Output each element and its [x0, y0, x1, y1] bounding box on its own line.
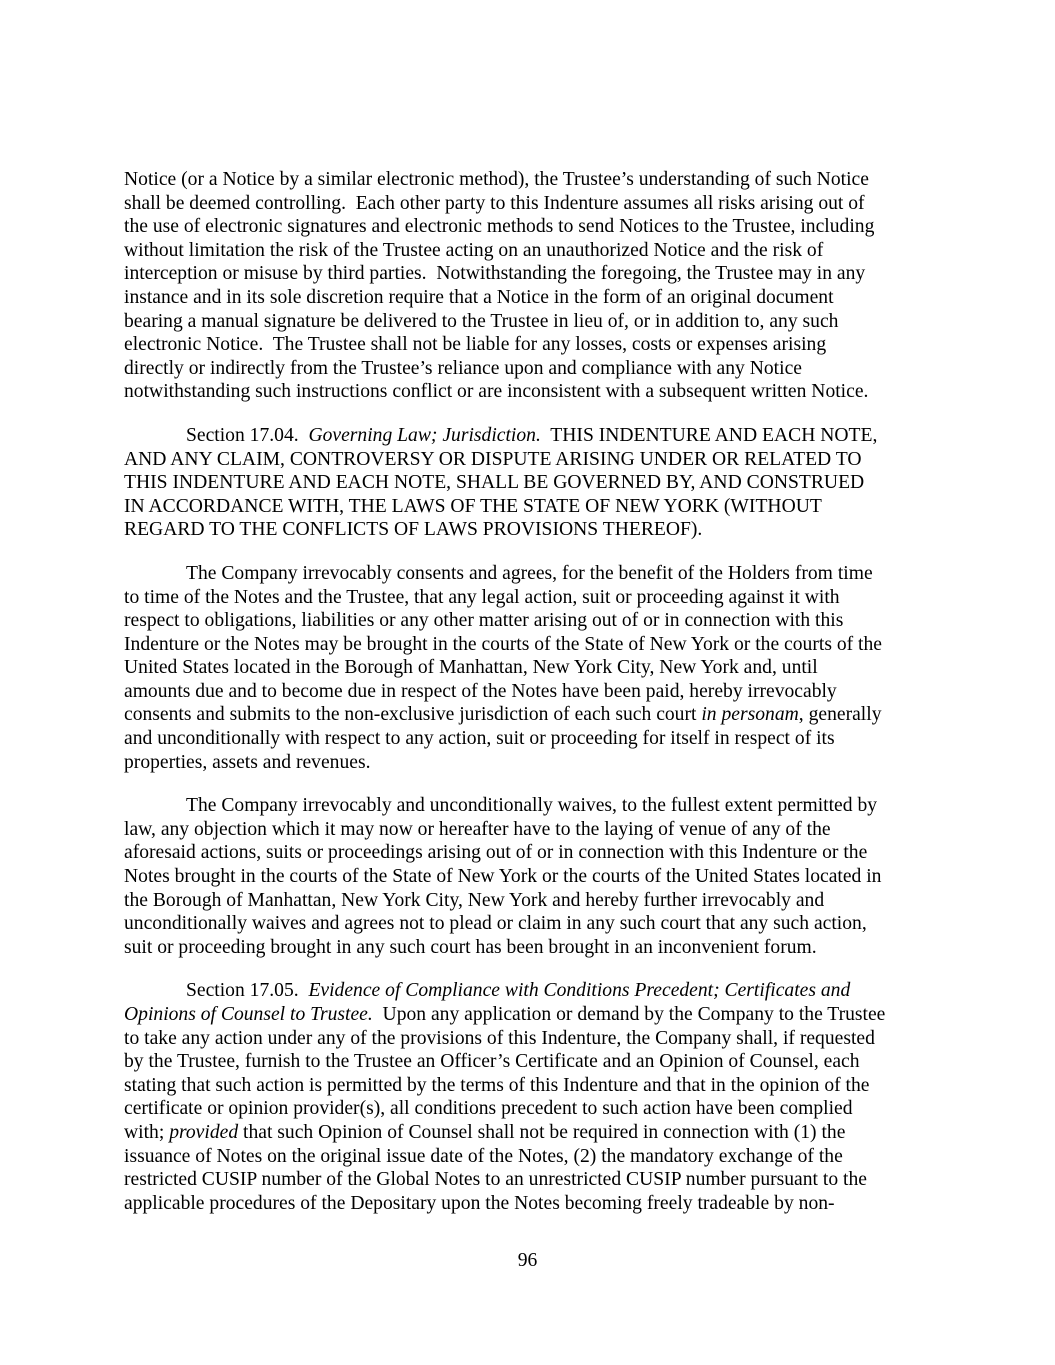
section-heading-continued: Opinions of Counsel to Trustee.	[124, 1004, 373, 1025]
text-line: and unconditionally with respect to any action, suit or proceeding for itself in respect of its	[124, 728, 835, 750]
section-17-05-second-line	[124, 1003, 934, 1027]
text-line: respect to obligations, liabilities or any other matter arising out of or in connection with this	[124, 610, 844, 632]
section-number: Section 17.05.	[186, 980, 299, 1002]
text-line: bearing a manual signature be delivered to the Trustee in lieu of, or in addition to, any such	[124, 310, 839, 332]
text-line: without limitation the risk of the Trustee acting on an unauthorized Notice and the risk of	[124, 239, 824, 261]
paragraph-notice-continuation	[124, 168, 934, 404]
section-17-05-first-line	[124, 979, 934, 1003]
text-line: aforesaid actions, suits or proceedings arising out of or in connection with this Indenture or the	[124, 842, 868, 864]
text-line: by the Trustee, furnish to the Trustee an Officer’s Certificate and an Opinion of Counsel, each	[124, 1051, 860, 1073]
text-line: the Borough of Manhattan, New York City, New York and hereby further irrevocably and	[124, 889, 825, 911]
text-line: electronic Notice. The Trustee shall not be liable for any losses, costs or expenses arising	[124, 334, 827, 356]
text-line: Notes brought in the courts of the State of New York or the courts of the United States located in	[124, 866, 882, 888]
paragraph-section-17-04	[124, 424, 934, 542]
text-line: suit or proceeding brought in any such court has been brought in an inconvenient forum.	[124, 936, 817, 958]
text-line: law, any objection which it may now or hereafter have to the laying of venue of any of the	[124, 818, 831, 840]
section-17-04-first-line	[124, 424, 934, 448]
text-line: REGARD TO THE CONFLICTS OF LAWS PROVISIONS THEREOF).	[124, 519, 703, 541]
text-line: The Company irrevocably and unconditionally waives, to the fullest extent permitted by	[186, 795, 878, 817]
section-number: Section 17.04.	[186, 424, 299, 446]
text-line: stating that such action is permitted by the terms of this Indenture and that in the opinion of the	[124, 1074, 870, 1096]
text-line: to take any action under any of the provisions of this Indenture, the Company shall, if requested	[124, 1027, 875, 1049]
italic-term: in personam	[701, 704, 799, 726]
text-line: amounts due and to become due in respect of the Notes have been paid, hereby irrevocably	[124, 680, 837, 702]
paragraph-consent-jurisdiction	[124, 562, 934, 774]
paragraph-waiver-venue	[124, 794, 934, 959]
text-line: AND ANY CLAIM, CONTROVERSY OR DISPUTE ARISING UNDER OR RELATED TO	[124, 448, 862, 470]
text-line-in-personam	[124, 703, 934, 727]
text-line-provided	[124, 1121, 934, 1145]
text-line: United States located in the Borough of Manhattan, New York City, New York and, until	[124, 657, 818, 679]
document-body	[124, 168, 934, 1235]
text-line: shall be deemed controlling. Each other party to this Indenture assumes all risks arising out of	[124, 192, 865, 214]
text-line: THIS INDENTURE AND EACH NOTE, SHALL BE GOVERNED BY, AND CONSTRUED	[124, 472, 865, 494]
text-line: Notice (or a Notice by a similar electronic method), the Trustee’s understanding of such Notice	[124, 169, 869, 190]
text-line: restricted CUSIP number of the Global Notes to an unrestricted CUSIP number pursuant to the	[124, 1169, 867, 1191]
text-line: issuance of Notes on the original issue date of the Notes, (2) the mandatory exchange of the	[124, 1145, 843, 1167]
text-line: certificate or opinion provider(s), all conditions precedent to such action have been complied	[124, 1098, 853, 1120]
text-line: The Company irrevocably consents and agrees, for the benefit of the Holders from time	[186, 562, 873, 584]
text-line: notwithstanding such instructions conflict or are inconsistent with a subsequent written Notice.	[124, 381, 869, 403]
text-run: Upon any application or demand by the Company to the Trustee	[382, 1004, 886, 1025]
text-line: interception or misuse by third parties. Notwithstanding the foregoing, the Trustee may in any	[124, 263, 866, 285]
text-line: applicable procedures of the Depositary upon the Notes becoming freely tradeable by non-	[124, 1192, 835, 1214]
text-run: consents and submits to the non-exclusive jurisdiction of each such court	[124, 704, 702, 726]
paragraph-section-17-05	[124, 979, 934, 1215]
text-line: unconditionally waives and agrees not to plead or claim in any such court that any such action,	[124, 913, 867, 935]
text-line: directly or indirectly from the Trustee’s reliance upon and compliance with any Notice	[124, 357, 802, 379]
text-run: with;	[124, 1121, 170, 1143]
italic-term: provided	[169, 1121, 239, 1143]
section-heading: Evidence of Compliance with Conditions Precedent; Certificates and	[308, 980, 851, 1002]
text-line: instance and in its sole discretion require that a Notice in the form of an original document	[124, 286, 834, 308]
text-line: Indenture or the Notes may be brought in the courts of the State of New York or the courts of the	[124, 633, 882, 655]
text-run: that such Opinion of Counsel shall not be required in connection with (1) the	[238, 1121, 846, 1143]
text-line: to time of the Notes and the Trustee, that any legal action, suit or proceeding against it with	[124, 586, 840, 608]
page-number: 96	[517, 1250, 538, 1271]
text-line: the use of electronic signatures and electronic methods to send Notices to the Trustee, including	[124, 216, 875, 238]
section-heading: Governing Law; Jurisdiction.	[308, 424, 541, 446]
text-run: THIS INDENTURE AND EACH NOTE,	[550, 424, 878, 446]
text-line: properties, assets and revenues.	[124, 751, 371, 773]
text-run: , generally	[798, 704, 882, 726]
text-line: IN ACCORDANCE WITH, THE LAWS OF THE STATE OF NEW YORK (WITHOUT	[124, 495, 822, 517]
